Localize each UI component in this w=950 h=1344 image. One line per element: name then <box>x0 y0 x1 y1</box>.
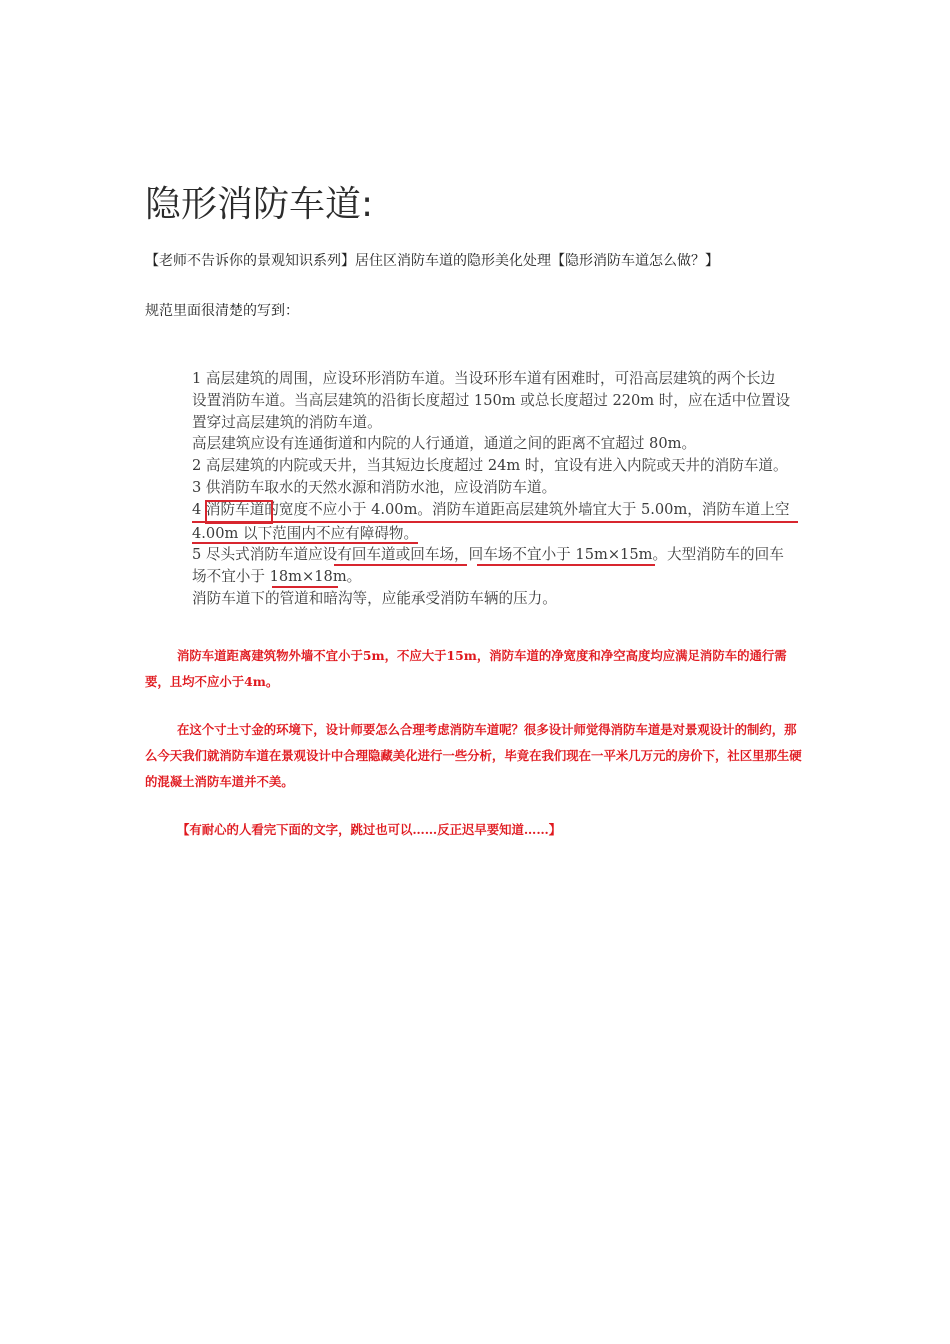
red-underline <box>477 564 655 566</box>
excerpt-highlight: 4.00m 以下范围内不应有障碍物。 <box>192 524 419 542</box>
red-paragraph-text: 在这个寸土寸金的环境下，设计师要怎么合理考虑消防车道呢？很多设计师觉得消防车道是对景观设计的制约，那么今天我们就消防车道在景观设计中合理隐藏美化进行一些分析，毕竟在我们现在一平米几万元的房价下，社区里那生硬的混凝土消防车道并不美。 <box>145 722 802 789</box>
regulation-excerpt-image <box>192 368 798 610</box>
excerpt-line: 消防车道下的管道和暗沟等，应能承受消防车辆的压力。 <box>192 589 557 607</box>
article-subtitle: 【老师不告诉你的景观知识系列】居住区消防车道的隐形美化处理【隐形消防车道怎么做？】 <box>145 253 719 269</box>
excerpt-line: 置穿过高层建筑的消防车道。 <box>192 413 382 431</box>
red-paragraph <box>145 643 807 695</box>
red-markup-box <box>205 500 273 524</box>
red-underline <box>272 586 338 588</box>
excerpt-line: 1 高层建筑的周围，应设环形消防车道。当设环形车道有困难时，可沿高层建筑的两个长边 <box>192 370 776 387</box>
red-paragraph-note: 【有耐心的人看完下面的文字，跳过也可以……反正迟早要知道……】 <box>177 822 562 837</box>
excerpt-line: 3 供消防车取水的天然水源和消防水池，应设消防车道。 <box>192 478 557 496</box>
excerpt-line: 2 高层建筑的内院或天井，当其短边长度超过 24m 时，宜设有进入内院或天井的消防车道。 <box>192 457 788 475</box>
page-title: 隐形消防车道: <box>145 184 374 225</box>
excerpt-line-highlighted: 4 消防车道的宽度不应小于 4.00m。消防车道距高层建筑外墙宜大于 5.00m，消防车道上空 <box>192 499 798 523</box>
excerpt-line: 场不宜小于 18m×18m。 <box>192 568 362 586</box>
excerpt-line: 设置消防车道。当高层建筑的沿街长度超过 150m 或总长度超过 220m 时，应在适中位置设 <box>192 391 791 409</box>
red-paragraph-text: 消防车道距离建筑物外墙不宜小于5m，不应大于15m，消防车道的净宽度和净空高度均应满足消防车的通行需要，且均不应小于4m。 <box>145 648 787 689</box>
excerpt-line: 高层建筑应设有连通街道和内院的人行通道，通道之间的距离不宜超过 80m。 <box>192 435 697 453</box>
red-underline <box>334 564 467 566</box>
excerpt-line-highlighted <box>192 523 798 545</box>
lead-text: 规范里面很清楚的写到： <box>145 303 299 319</box>
excerpt-line: 5 尽头式消防车道应设有回车道或回车场，回车场不宜小于 15m×15m。大型消防车的回车 <box>192 546 784 564</box>
red-paragraph <box>145 717 807 795</box>
